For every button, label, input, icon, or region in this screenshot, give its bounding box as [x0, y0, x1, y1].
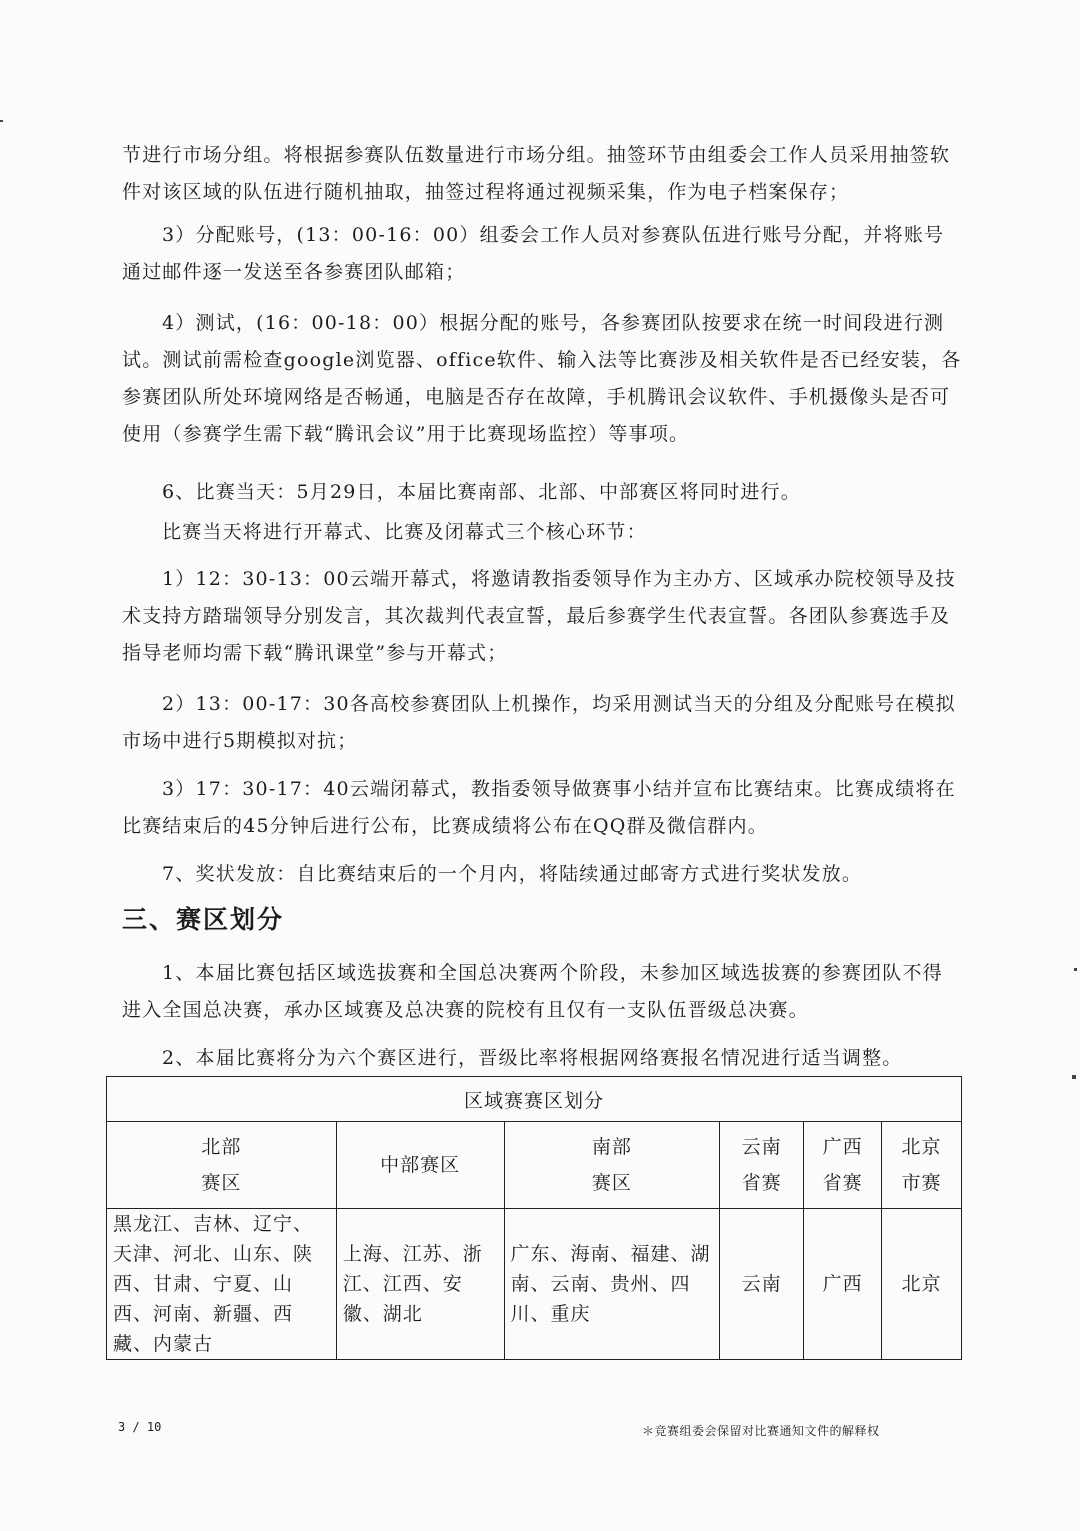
header-guangxi: 广西 省赛 [804, 1122, 882, 1209]
cell-beijing: 北京 [882, 1209, 962, 1360]
header-yunnan: 云南 省赛 [720, 1122, 804, 1209]
paragraph-stages: 1、本届比赛包括区域选拔赛和全国总决赛两个阶段，未参加区域选拔赛的参赛团队不得进入全国总决赛，承办区域赛及总决赛的院校有且仅有一支队伍晋级总决赛。 [122, 962, 943, 1021]
paragraph-closing-ceremony: 3）17：30-17：40云端闭幕式，教指委领导做赛事小结并宣布比赛结束。比赛成绩将在比赛结束后的45分钟后进行公布，比赛成绩将公布在QQ群及微信群内。 [122, 778, 956, 837]
region-table [106, 1076, 962, 1360]
header-north: 北部 赛区 [107, 1122, 337, 1209]
cell-north-provinces: 黑龙江、吉林、辽宁、天津、河北、山东、陕西、甘肃、宁夏、山西、河南、新疆、西藏、内蒙古 [107, 1209, 337, 1360]
paragraph-opening-ceremony: 1）12：30-13：00云端开幕式，将邀请教指委领导作为主办方、区域承办院校领导及技术支持方踏瑞领导分别发言，其次裁判代表宣誓，最后参赛学生代表宣誓。各团队参赛选手及指导老师均需下载“腾讯课堂”参与开幕式； [122, 568, 956, 664]
scan-mark [0, 120, 3, 122]
paragraph-testing: 4）测试，(16：00-18：00）根据分配的账号，各参赛团队按要求在统一时间段进行测试。测试前需检查google浏览器、office软件、输入法等比赛涉及相关软件是否已经安装，各参赛团队所处环境网络是否畅通，电脑是否存在故障，手机腾讯会议软件、手机摄像头是否可使用（参赛学生需下载“腾讯会议”用于比赛现场监控）等事项。 [122, 312, 962, 445]
section-heading: 三、赛区划分 [122, 905, 285, 934]
header-beijing: 北京 市赛 [882, 1122, 962, 1209]
cell-south-provinces: 广东、海南、福建、湖南、云南、贵州、四川、重庆 [504, 1209, 720, 1360]
paragraph-competition-day: 6、比赛当天：5月29日，本届比赛南部、北部、中部赛区将同时进行。 [162, 481, 801, 503]
footer-note: ＊竞赛组委会保留对比赛通知文件的解释权 [642, 1424, 880, 1438]
header-south: 南部 赛区 [504, 1122, 720, 1209]
paragraph-account-allocation: 3）分配账号，(13：00-16：00）组委会工作人员对参赛队伍进行账号分配，并将账号通过邮件逐一发送至各参赛团队邮箱； [122, 224, 945, 283]
scan-mark [1074, 968, 1077, 971]
table-caption: 区域赛赛区划分 [107, 1077, 962, 1122]
page-number: 3 / 10 [118, 1420, 162, 1434]
paragraph-operation: 2）13：00-17：30各高校参赛团队上机操作，均采用测试当天的分组及分配账号在模拟市场中进行5期模拟对抗； [122, 693, 956, 752]
scan-mark [1072, 1075, 1076, 1079]
paragraph-core-sessions: 比赛当天将进行开幕式、比赛及闭幕式三个核心环节： [162, 521, 647, 543]
paragraph-six-regions: 2、本届比赛将分为六个赛区进行，晋级比率将根据网络赛报名情况进行适当调整。 [162, 1047, 903, 1069]
cell-guangxi: 广西 [804, 1209, 882, 1360]
cell-central-provinces: 上海、江苏、浙江、江西、安徽、湖北 [336, 1209, 504, 1360]
cell-yunnan: 云南 [720, 1209, 804, 1360]
paragraph-certificates: 7、奖状发放：自比赛结束后的一个月内，将陆续通过邮寄方式进行奖状发放。 [162, 863, 863, 885]
header-central: 中部赛区 [336, 1122, 504, 1209]
paragraph-drawing-continuation: 节进行市场分组。将根据参赛队伍数量进行市场分组。抽签环节由组委会工作人员采用抽签软件对该区域的队伍进行随机抽取，抽签过程将通过视频采集，作为电子档案保存； [122, 144, 951, 203]
